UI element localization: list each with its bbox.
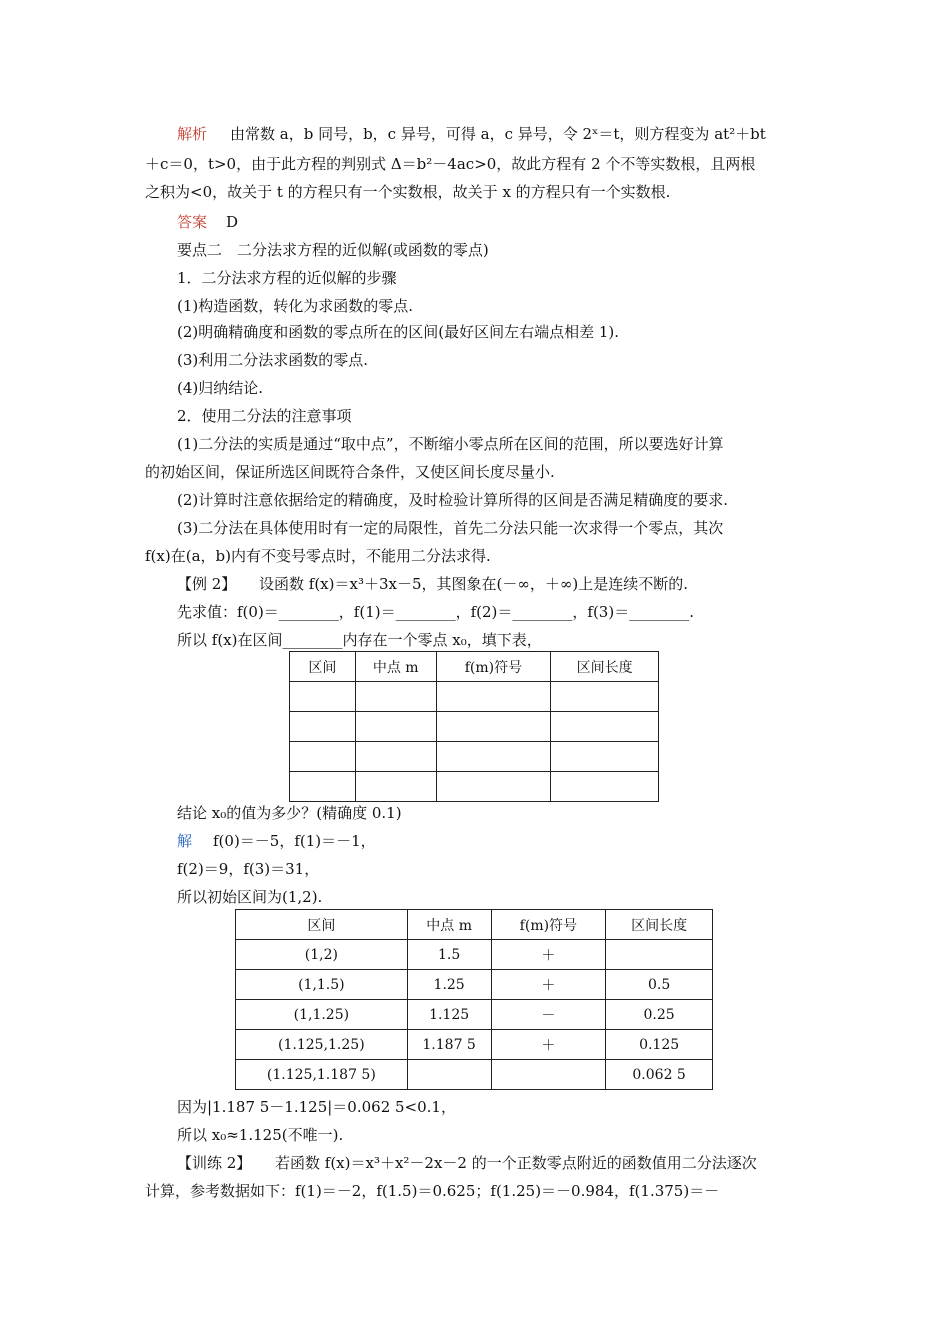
table-row: (1.125,1.25) 1.187 5 ＋ 0.125 (236, 1030, 713, 1060)
solution-table-header-length: 区间长度 (606, 910, 713, 940)
table-row: (1,1.5) 1.25 ＋ 0.5 (236, 970, 713, 1000)
blank-table-header-sign: f(m)符号 (436, 652, 551, 682)
answer-value: D (226, 213, 239, 231)
table-row: (1,1.25) 1.125 － 0.25 (236, 1000, 713, 1030)
solution-bisection-table (235, 909, 713, 1090)
solution-table-header-sign: f(m)符号 (491, 910, 606, 940)
note-3b: f(x)在(a，b)内有不变号零点时，不能用二分法求得. (145, 547, 491, 565)
analysis-label: 解析 (177, 125, 208, 143)
blank-table-header-midpoint: 中点 m (355, 652, 436, 682)
table-row (290, 712, 659, 742)
table-row: (1.125,1.187 5) 0.062 5 (236, 1060, 713, 1090)
solution-so: 所以 x₀≈1.125(不唯一). (177, 1126, 344, 1144)
solution-line-3: 所以初始区间为(1,2). (177, 888, 323, 906)
example-values-prompt: 先求值：f(0)＝________，f(1)＝________，f(2)＝________，f(3)＝________. (177, 603, 694, 621)
note-1a: (1)二分法的实质是通过“取中点”，不断缩小零点所在区间的范围，所以要选好计算 (177, 435, 724, 453)
blank-table-header-length: 区间长度 (551, 652, 659, 682)
note-2: (2)计算时注意依据给定的精确度，及时检验计算所得的区间是否满足精确度的要求. (177, 491, 729, 509)
solution-line-2: f(2)＝9，f(3)＝31， (177, 860, 320, 878)
analysis-line-3: 之积为<0，故关于 t 的方程只有一个实数根，故关于 x 的方程只有一个实数根. (145, 183, 671, 201)
table-row (290, 772, 659, 802)
note-1b: 的初始区间，保证所选区间既符合条件，又使区间长度尽量小. (145, 463, 555, 481)
section-heading: 要点二 二分法求方程的近似解(或函数的零点) (177, 241, 489, 259)
table-row: (1,2) 1.5 ＋ (236, 940, 713, 970)
solution-table-header-midpoint: 中点 m (407, 910, 491, 940)
step-3: (3)利用二分法求函数的零点. (177, 351, 369, 369)
notes-title: 2．使用二分法的注意事项 (177, 407, 352, 425)
analysis-line-2: ＋c＝0，t>0，由于此方程的判别式 Δ＝b²－4ac>0，故此方程有 2 个不等实数根，且两根 (145, 155, 756, 173)
solution-because: 因为|1.187 5－1.125|＝0.062 5<0.1， (177, 1098, 456, 1116)
answer-label: 答案 (177, 213, 208, 231)
example-conclusion: 结论 x₀的值为多少？(精确度 0.1) (177, 804, 402, 822)
note-3a: (3)二分法在具体使用时有一定的局限性，首先二分法只能一次求得一个零点，其次 (177, 519, 724, 537)
example-label: 【例 2】 (177, 575, 237, 593)
practice-line-2: 计算，参考数据如下：f(1)＝－2，f(1.5)＝0.625；f(1.25)＝－0.984，f(1.375)＝－ (145, 1182, 720, 1200)
solution-line-1: f(0)＝－5，f(1)＝－1， (213, 832, 376, 850)
blank-bisection-table (289, 651, 659, 802)
example-interval-prompt: 所以 f(x)在区间________内存在一个零点 x₀，填下表， (177, 631, 542, 649)
solution-label: 解 (177, 832, 193, 850)
steps-title: 1．二分法求方程的近似解的步骤 (177, 269, 397, 287)
solution-table-header-interval: 区间 (236, 910, 408, 940)
example-stem: 设函数 f(x)＝x³＋3x－5，其图象在(－∞，＋∞)上是连续不断的. (259, 575, 688, 593)
step-4: (4)归纳结论. (177, 379, 264, 397)
step-2: (2)明确精确度和函数的零点所在的区间(最好区间左右端点相差 1). (177, 323, 620, 341)
practice-label: 【训练 2】 (177, 1154, 252, 1172)
practice-line-1: 若函数 f(x)＝x³＋x²－2x－2 的一个正数零点附近的函数值用二分法逐次 (275, 1154, 757, 1172)
analysis-line-1: 由常数 a，b 同号，b，c 异号，可得 a，c 异号，令 2ˣ＝t，则方程变为 at²＋bt (230, 125, 766, 143)
table-row (290, 742, 659, 772)
table-row (290, 682, 659, 712)
blank-table-header-interval: 区间 (290, 652, 356, 682)
step-1: (1)构造函数，转化为求函数的零点. (177, 297, 414, 315)
